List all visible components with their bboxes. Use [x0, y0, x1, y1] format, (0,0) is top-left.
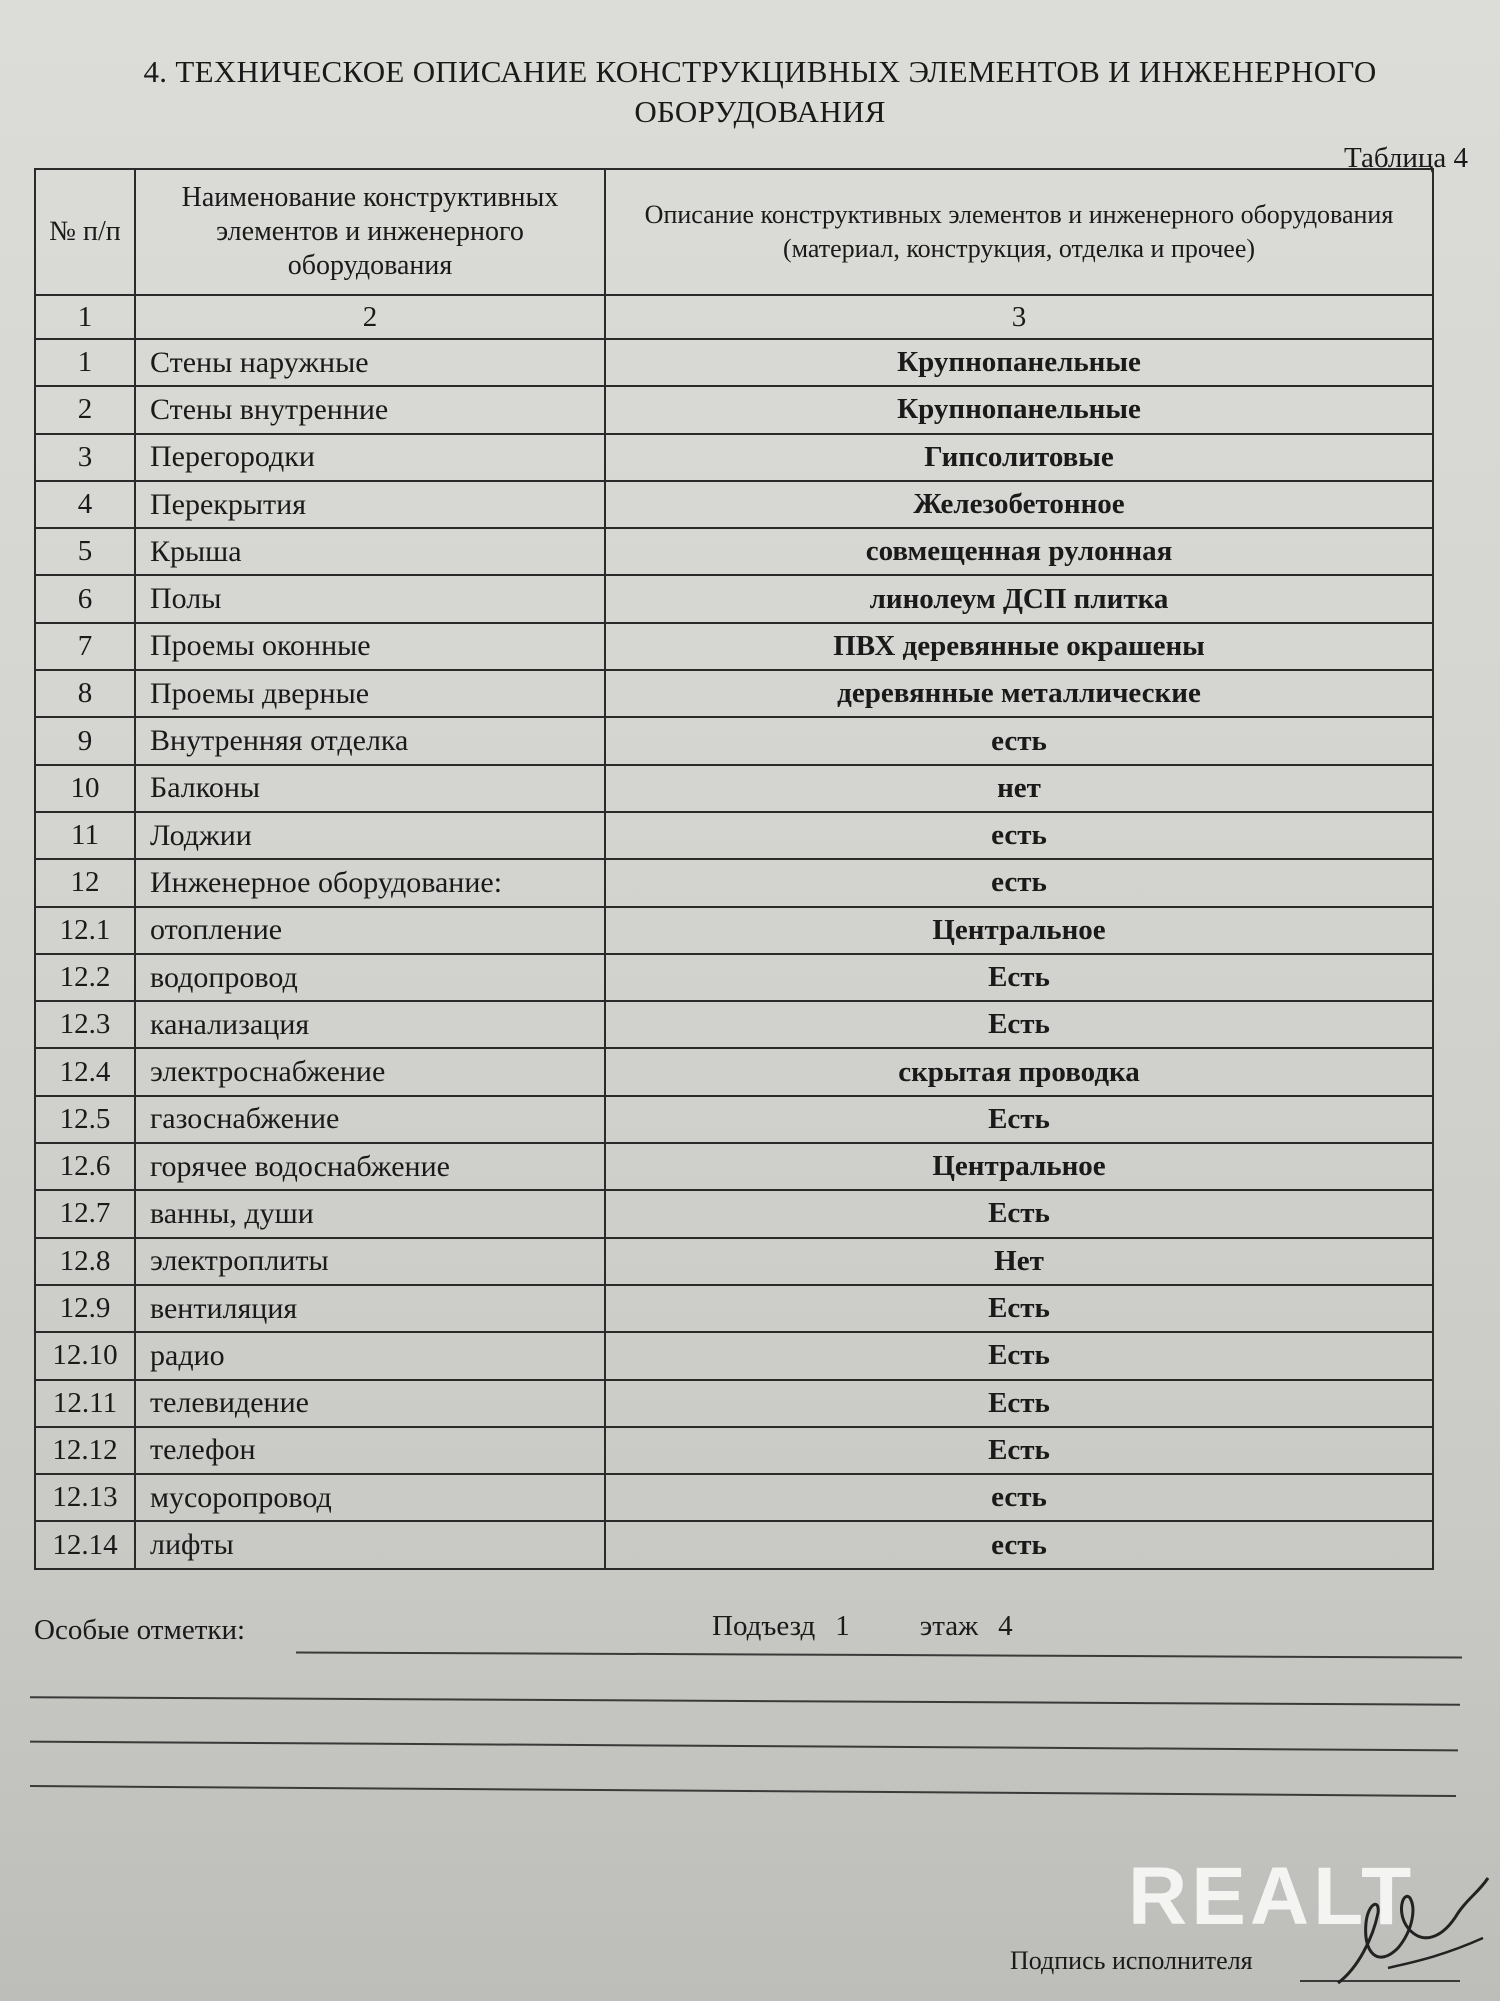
row-number: 12.5 [35, 1096, 135, 1143]
element-description: Есть [605, 1332, 1433, 1379]
element-name: телефон [135, 1427, 605, 1474]
signature-scribble [1318, 1868, 1498, 1998]
table-row [35, 1380, 1433, 1427]
table-row [35, 1474, 1433, 1521]
element-name: вентиляция [135, 1285, 605, 1332]
table-row [35, 434, 1433, 481]
table-row [35, 481, 1433, 528]
element-name: канализация [135, 1001, 605, 1048]
element-name: Лоджии [135, 812, 605, 859]
element-name: Стены наружные [135, 339, 605, 386]
floor-value: 4 [998, 1610, 1013, 1642]
title-line-1: 4. ТЕХНИЧЕСКОЕ ОПИСАНИЕ КОНСТРУКЦИВНЫХ ЭЛЕМЕНТОВ И ИНЖЕНЕРНОГО [143, 54, 1377, 89]
notes-line [30, 1785, 1456, 1797]
table-row [35, 1332, 1433, 1379]
table-header-row [35, 169, 1433, 295]
table-row [35, 575, 1433, 622]
row-number: 12.9 [35, 1285, 135, 1332]
row-number: 5 [35, 528, 135, 575]
element-name: Инженерное оборудование: [135, 859, 605, 906]
row-number: 12.14 [35, 1521, 135, 1568]
element-name: электроплиты [135, 1238, 605, 1285]
element-name: Стены внутренние [135, 386, 605, 433]
title-line-2: ОБОРУДОВАНИЯ [634, 94, 886, 129]
table-row [35, 386, 1433, 433]
row-number: 7 [35, 623, 135, 670]
element-description: есть [605, 1521, 1433, 1568]
element-name: горячее водоснабжение [135, 1143, 605, 1190]
row-number: 12 [35, 859, 135, 906]
entrance-label: Подъезд [712, 1610, 816, 1642]
table-number-label: Таблица 4 [1343, 142, 1468, 174]
table-row [35, 812, 1433, 859]
element-description: Центральное [605, 907, 1433, 954]
row-number: 12.8 [35, 1238, 135, 1285]
element-name: Перегородки [135, 434, 605, 481]
row-number: 12.6 [35, 1143, 135, 1190]
table-row [35, 1001, 1433, 1048]
row-number: 11 [35, 812, 135, 859]
element-name: мусоропровод [135, 1474, 605, 1521]
element-description: Крупнопанельные [605, 386, 1433, 433]
table-row [35, 1190, 1433, 1237]
notes-line [30, 1741, 1458, 1752]
element-description: Гипсолитовые [605, 434, 1433, 481]
element-description: Крупнопанельные [605, 339, 1433, 386]
row-number: 9 [35, 717, 135, 764]
element-name: электроснабжение [135, 1048, 605, 1095]
element-name: телевидение [135, 1380, 605, 1427]
row-number: 12.1 [35, 907, 135, 954]
notes-line [30, 1696, 1460, 1705]
table-row [35, 670, 1433, 717]
element-description: ПВХ деревянные окрашены [605, 623, 1433, 670]
element-name: Проемы оконные [135, 623, 605, 670]
technical-description-table [34, 168, 1434, 1570]
table-row [35, 765, 1433, 812]
signature-label: Подпись исполнителя [1010, 1946, 1253, 1975]
element-description: есть [605, 859, 1433, 906]
element-name: газоснабжение [135, 1096, 605, 1143]
element-name: радио [135, 1332, 605, 1379]
element-description: Есть [605, 1285, 1433, 1332]
element-description: Центральное [605, 1143, 1433, 1190]
table-row [35, 1238, 1433, 1285]
row-number: 12.13 [35, 1474, 135, 1521]
row-number: 12.7 [35, 1190, 135, 1237]
element-description: Есть [605, 1001, 1433, 1048]
element-description: есть [605, 1474, 1433, 1521]
row-number: 12.4 [35, 1048, 135, 1095]
element-description: Есть [605, 1190, 1433, 1237]
notes-line [296, 1651, 1462, 1658]
row-number: 10 [35, 765, 135, 812]
header-number: № п/п [35, 169, 135, 295]
element-description: Есть [605, 1096, 1433, 1143]
element-name: лифты [135, 1521, 605, 1568]
element-name: Балконы [135, 765, 605, 812]
special-notes-label: Особые отметки: [34, 1614, 246, 1646]
row-number: 12.12 [35, 1427, 135, 1474]
element-description: совмещенная рулонная [605, 528, 1433, 575]
row-number: 2 [35, 386, 135, 433]
element-name: Проемы дверные [135, 670, 605, 717]
table-row [35, 1096, 1433, 1143]
header-element-name: Наименование конструктивных элементов и инженерного оборудования [135, 169, 605, 295]
element-description: Есть [605, 1427, 1433, 1474]
element-description: Железобетонное [605, 481, 1433, 528]
entrance-floor-info [712, 1610, 1013, 1643]
table-row [35, 954, 1433, 1001]
table-row [35, 1427, 1433, 1474]
floor-label: этаж [919, 1610, 979, 1642]
element-name: Крыша [135, 528, 605, 575]
table-row [35, 623, 1433, 670]
entrance-value: 1 [835, 1610, 850, 1642]
row-number: 8 [35, 670, 135, 717]
table-row [35, 1143, 1433, 1190]
element-description: Есть [605, 954, 1433, 1001]
table-row [35, 907, 1433, 954]
element-description: скрытая проводка [605, 1048, 1433, 1095]
table-row [35, 1521, 1433, 1568]
column-number-row [35, 295, 1433, 339]
row-number: 12.2 [35, 954, 135, 1001]
element-name: Перекрытия [135, 481, 605, 528]
column-number: 3 [605, 295, 1433, 339]
element-description: деревянные металлические [605, 670, 1433, 717]
element-description: есть [605, 717, 1433, 764]
column-number: 1 [35, 295, 135, 339]
header-description: Описание конструктивных элементов и инженерного оборудования (материал, конструкция, отделка и прочее) [605, 169, 1433, 295]
document-title [120, 52, 1400, 132]
table-row [35, 859, 1433, 906]
element-description: линолеум ДСП плитка [605, 575, 1433, 622]
element-name: ванны, души [135, 1190, 605, 1237]
element-name: водопровод [135, 954, 605, 1001]
table-row [35, 528, 1433, 575]
table-row [35, 717, 1433, 764]
element-description: Есть [605, 1380, 1433, 1427]
element-description: есть [605, 812, 1433, 859]
row-number: 12.11 [35, 1380, 135, 1427]
row-number: 1 [35, 339, 135, 386]
row-number: 4 [35, 481, 135, 528]
row-number: 12.3 [35, 1001, 135, 1048]
element-description: Нет [605, 1238, 1433, 1285]
element-name: Полы [135, 575, 605, 622]
element-name: отопление [135, 907, 605, 954]
row-number: 6 [35, 575, 135, 622]
row-number: 3 [35, 434, 135, 481]
table-row [35, 1285, 1433, 1332]
table-row [35, 339, 1433, 386]
element-name: Внутренняя отделка [135, 717, 605, 764]
table-row [35, 1048, 1433, 1095]
realt-watermark: REALT [1128, 1851, 1416, 1942]
element-description: нет [605, 765, 1433, 812]
row-number: 12.10 [35, 1332, 135, 1379]
column-number: 2 [135, 295, 605, 339]
